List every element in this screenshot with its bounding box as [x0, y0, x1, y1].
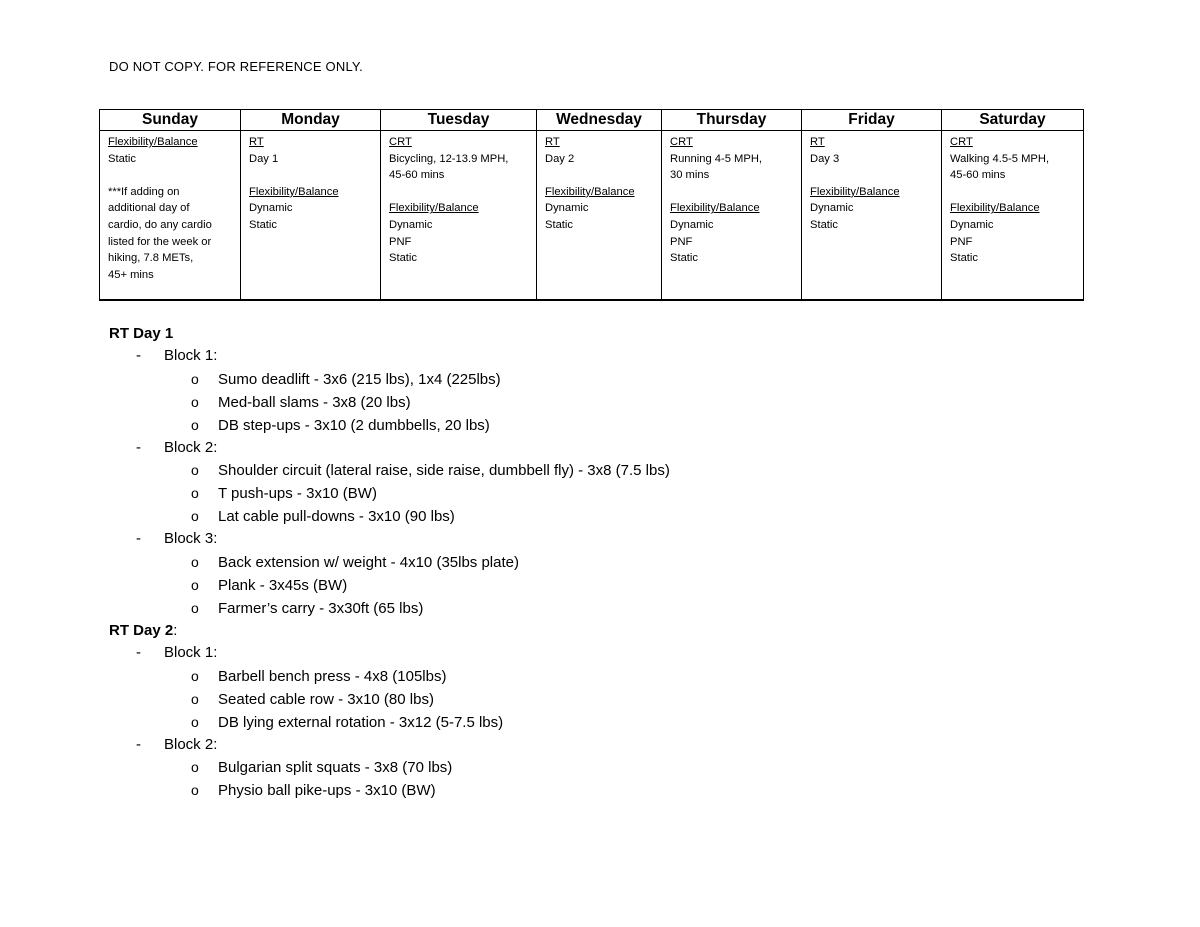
title-colon: : [173, 622, 178, 639]
cell-line: Day 2 [545, 152, 575, 165]
bullet-marker: o [191, 370, 199, 387]
section-title: RT Day 2 [109, 622, 174, 639]
list-item [109, 391, 1009, 414]
cell-line: Dynamic [249, 202, 293, 215]
item-text: Shoulder circuit (lateral raise, side raise, dumbbell fly) - 3x8 (7.5 lbs) [218, 462, 670, 479]
item-text: T push-ups - 3x10 (BW) [218, 485, 377, 502]
day-header-sunday: Sunday [100, 110, 241, 131]
bullet-marker: o [191, 485, 199, 501]
cell-line: Bicycling, 12-13.9 MPH, [389, 152, 509, 165]
block-label: Block 1: [164, 644, 218, 661]
rt-day-2-section [109, 619, 1009, 802]
bullet-marker: o [191, 667, 199, 684]
cell-line: Static [545, 218, 573, 231]
dash-marker: - [136, 347, 141, 364]
cell-heading: Flexibility/Balance [810, 185, 900, 198]
cell-note: additional day of [108, 202, 190, 215]
item-text: Farmer’s carry - 3x30ft (65 lbs) [218, 599, 424, 617]
bullet-marker: o [191, 690, 199, 707]
item-text: Lat cable pull-downs - 3x10 (90 lbs) [218, 508, 455, 525]
cell-note: 45+ mins [108, 268, 154, 281]
cell-heading: CRT [950, 136, 973, 148]
list-item [109, 688, 1009, 711]
list-item [109, 368, 1009, 391]
cell-line: PNF [670, 235, 693, 248]
cell-heading: Flexibility/Balance [249, 185, 339, 198]
cell-line: 45-60 mins [389, 169, 445, 182]
block-label: Block 3: [164, 530, 218, 547]
list-item [109, 414, 1009, 437]
list-item [109, 551, 1009, 574]
list-item [109, 756, 1009, 779]
section-title-line [109, 619, 1009, 642]
list-item [109, 459, 1009, 482]
list-item [109, 597, 1009, 620]
cell-line: Static [810, 218, 838, 231]
block-heading [109, 437, 1009, 460]
thursday-cell [662, 131, 802, 301]
dash-marker: - [136, 644, 141, 661]
bullet-marker: o [191, 599, 199, 616]
item-text: DB lying external rotation - 3x12 (5-7.5 lbs) [218, 713, 504, 731]
cell-line: PNF [389, 235, 412, 248]
bullet-marker: o [191, 393, 199, 410]
friday-cell [802, 131, 942, 301]
block-heading [109, 642, 1009, 665]
cell-heading: Flexibility/Balance [108, 136, 198, 148]
cell-line: Dynamic [810, 202, 854, 215]
cell-line: Static [670, 252, 698, 265]
bullet-marker: o [191, 508, 199, 524]
cell-line: Dynamic [389, 218, 433, 231]
day-header-thursday: Thursday [662, 110, 802, 131]
cell-heading: CRT [389, 136, 412, 148]
sunday-cell [100, 131, 241, 301]
day-header-monday: Monday [241, 110, 381, 131]
day-header-friday: Friday [802, 110, 942, 131]
section-title: RT Day 1 [109, 325, 174, 342]
list-item [109, 711, 1009, 734]
cell-note: ***If adding on [108, 185, 180, 198]
cell-line: Static [389, 252, 417, 265]
cell-line: Dynamic [670, 218, 714, 231]
bullet-marker: o [191, 713, 199, 730]
bullet-marker: o [191, 759, 199, 775]
item-text: Physio ball pike-ups - 3x10 (BW) [218, 782, 436, 799]
block-label: Block 2: [164, 735, 218, 753]
list-item [109, 665, 1009, 688]
cell-heading: CRT [670, 136, 693, 148]
bullet-marker: o [191, 553, 199, 570]
reference-notice: DO NOT COPY. FOR REFERENCE ONLY. [109, 59, 363, 74]
day-header-tuesday: Tuesday [381, 110, 537, 131]
block-heading [109, 528, 1009, 551]
wednesday-cell [537, 131, 662, 301]
bullet-marker: o [191, 576, 199, 593]
list-item [109, 482, 1009, 505]
cell-heading: RT [545, 136, 560, 148]
schedule-header-row [100, 110, 1084, 131]
item-text: Sumo deadlift - 3x6 (215 lbs), 1x4 (225lbs) [218, 370, 501, 388]
cell-note: listed for the week or [108, 235, 212, 248]
day-header-saturday: Saturday [942, 110, 1084, 131]
cell-line: Dynamic [545, 202, 589, 215]
cell-line: Day 1 [249, 152, 279, 165]
cell-line: 30 mins [670, 169, 710, 182]
cell-line: Static [108, 152, 136, 165]
item-text: Bulgarian split squats - 3x8 (70 lbs) [218, 759, 453, 776]
cell-heading: RT [810, 136, 825, 148]
saturday-cell [942, 131, 1084, 301]
block-heading [109, 734, 1009, 757]
cell-line: Day 3 [810, 152, 840, 165]
cell-line: Dynamic [950, 218, 994, 231]
cell-line: Walking 4.5-5 MPH, [950, 152, 1050, 165]
item-text: Barbell bench press - 4x8 (105lbs) [218, 667, 447, 685]
list-item [109, 574, 1009, 597]
rt-day-1-section [109, 322, 1009, 620]
cell-heading: Flexibility/Balance [950, 202, 1040, 215]
bullet-marker: o [191, 782, 199, 798]
cell-line: Static [950, 252, 978, 265]
item-text: Seated cable row - 3x10 (80 lbs) [218, 690, 434, 708]
weekly-schedule-table [99, 109, 1084, 301]
cell-heading: Flexibility/Balance [670, 202, 760, 215]
dash-marker: - [136, 530, 141, 547]
day-header-wednesday: Wednesday [537, 110, 662, 131]
cell-line: Running 4-5 MPH, [670, 152, 763, 165]
item-text: Plank - 3x45s (BW) [218, 576, 348, 594]
bullet-marker: o [191, 416, 199, 433]
cell-line: PNF [950, 235, 973, 248]
list-item [109, 505, 1009, 528]
item-text: Med-ball slams - 3x8 (20 lbs) [218, 393, 411, 411]
cell-heading: RT [249, 136, 264, 148]
cell-heading: Flexibility/Balance [545, 185, 635, 198]
schedule-body-row [100, 131, 1084, 301]
block-label: Block 2: [164, 438, 218, 456]
block-label: Block 1: [164, 347, 218, 364]
cell-note: cardio, do any cardio [108, 218, 212, 231]
cell-line: Static [249, 218, 277, 231]
item-text: Back extension w/ weight - 4x10 (35lbs plate) [218, 553, 519, 571]
monday-cell [241, 131, 381, 301]
list-item [109, 779, 1009, 802]
bullet-marker: o [191, 462, 199, 478]
dash-marker: - [136, 735, 141, 753]
cell-note: hiking, 7.8 METs, [108, 252, 194, 265]
cell-heading: Flexibility/Balance [389, 202, 479, 215]
tuesday-cell [381, 131, 537, 301]
block-heading [109, 345, 1009, 368]
cell-line: 45-60 mins [950, 169, 1006, 182]
dash-marker: - [136, 438, 141, 456]
item-text: DB step-ups - 3x10 (2 dumbbells, 20 lbs) [218, 416, 490, 434]
